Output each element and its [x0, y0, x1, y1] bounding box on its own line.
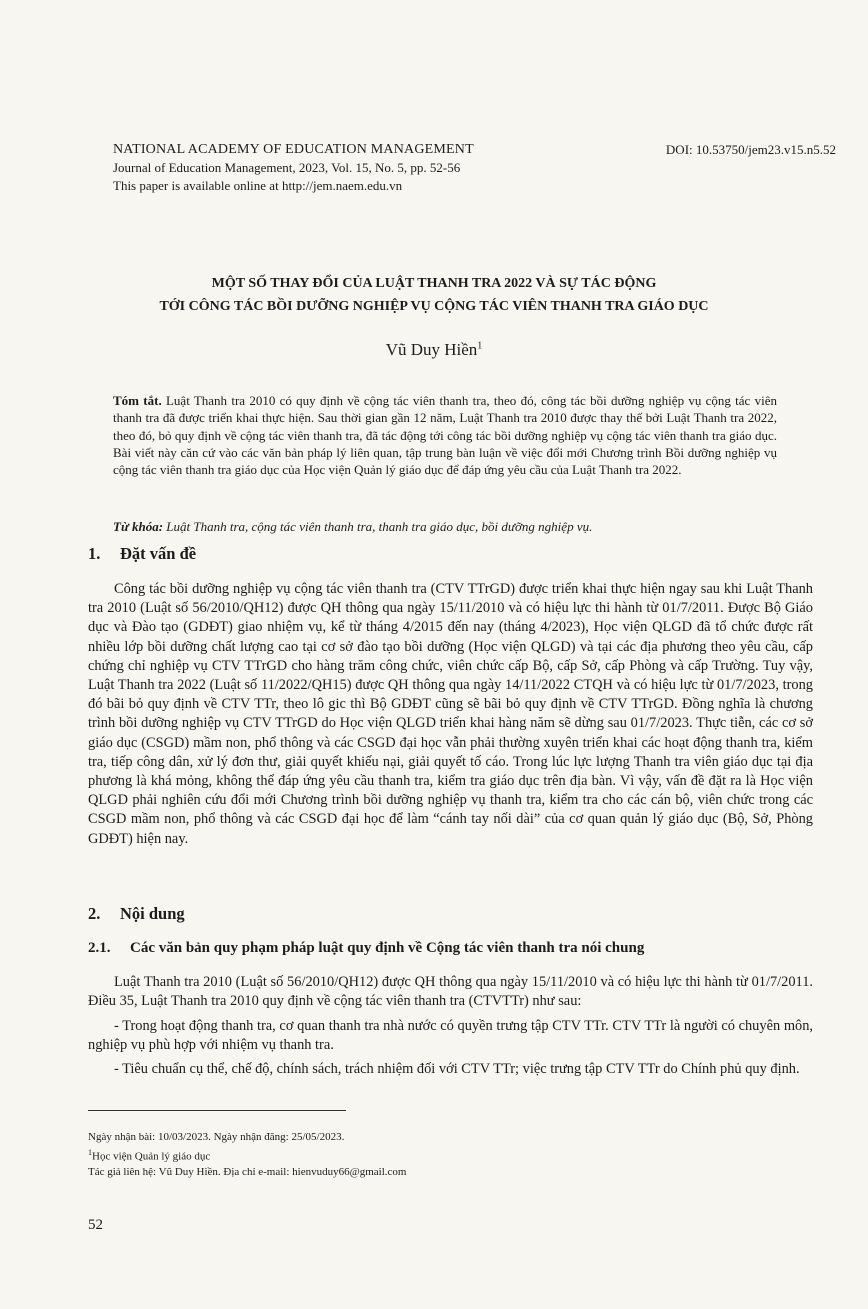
- section-heading-2: [88, 904, 185, 924]
- page-number: 52: [88, 1217, 103, 1233]
- footnote-divider: [88, 1110, 346, 1111]
- paper-title: [90, 272, 778, 318]
- affiliation-text: Học viện Quản lý giáo dục: [92, 1150, 211, 1163]
- author-affiliation-mark: 1: [477, 340, 483, 352]
- footnote-contact: Tác giả liên hệ: Vũ Duy Hiền. Địa chỉ e-mail: hienvuduy66@gmail.com: [88, 1165, 407, 1178]
- footnote-mark: 1: [88, 1148, 92, 1157]
- publisher-name: NATIONAL ACADEMY OF EDUCATION MANAGEMENT: [113, 142, 474, 157]
- journal-citation: Journal of Education Management, 2023, Vol. 15, No. 5, pp. 52-56: [113, 160, 461, 175]
- author: [0, 340, 868, 360]
- subsection-title: Các văn bản quy phạm pháp luật quy định về Cộng tác viên thanh tra nói chung: [130, 940, 645, 956]
- section-number: 2.: [88, 904, 101, 923]
- author-name: Vũ Duy Hiền: [385, 340, 478, 359]
- list-item: - Trong hoạt động thanh tra, cơ quan thanh tra nhà nước có quyền trưng tập CTV TTr. CTV TTr là người có chuyên môn, nghiệp vụ phù hợp với nhiệm vụ thanh tra.: [88, 1018, 813, 1054]
- footnotes: [88, 1130, 688, 1180]
- list-item: - Tiêu chuẩn cụ thể, chế độ, chính sách, trách nhiệm đối với CTV TTr; việc trưng tập CTV TTr do Chính phủ quy định.: [114, 1061, 800, 1077]
- footnote-dates: Ngày nhận bài: 10/03/2023. Ngày nhận đăng: 25/05/2023.: [88, 1131, 345, 1143]
- paragraph: Luật Thanh tra 2010 (Luật số 56/2010/QH12) được QH thông qua ngày 15/11/2010 và có hiệu lực thi hành từ 01/7/2011. Điều 35, Luật Thanh tra 2010 quy định về cộng tác viên thanh tra (CTVTTr) như sau:: [88, 974, 813, 1010]
- section-heading-1: [88, 544, 196, 564]
- keywords: [113, 518, 777, 535]
- subsection-number: 2.1.: [88, 940, 111, 956]
- title-line-2: TỚI CÔNG TÁC BỒI DƯỠNG NGHIỆP VỤ CỘNG TÁC VIÊN THANH TRA GIÁO DỤC: [159, 299, 709, 314]
- footnote-affiliation: [88, 1145, 688, 1165]
- section-number: 1.: [88, 544, 101, 563]
- keywords-text: Luật Thanh tra, cộng tác viên thanh tra, thanh tra giáo dục, bồi dưỡng nghiệp vụ.: [163, 519, 593, 534]
- abstract-text: Luật Thanh tra 2010 có quy định về cộng tác viên thanh tra, theo đó, công tác bồi dưỡng nghiệp vụ cộng tác viên thanh tra đã được triển khai thực hiện. Sau thời gian gần 12 năm, Luật Thanh tra 2010 được thay thế bởi Luật Thanh tra 2022, theo đó, bỏ quy định về cộng tác viên thanh tra, đã tác động tới công tác bồi dưỡng nghiệp vụ cộng tác viên thanh tra giáo dục. Bài viết này căn cứ vào các văn bản pháp lý liên quan, tập trung bàn luận về việc đổi mới Chương trình Bồi dưỡng nghiệp vụ cộng tác viên thanh tra giáo dục của Học viện Quản lý giáo dục để đáp ứng yêu cầu của Luật Thanh tra 2022.: [113, 393, 777, 478]
- section-title: Đặt vấn đề: [120, 544, 197, 563]
- doi: DOI: 10.53750/jem23.v15.n5.52: [665, 142, 836, 157]
- journal-header: [113, 140, 633, 195]
- section-title: Nội dung: [120, 904, 185, 923]
- subsection-heading-2-1: [88, 940, 644, 957]
- keywords-label: Từ khóa:: [113, 519, 164, 534]
- abstract-label: Tóm tắt.: [113, 393, 162, 408]
- online-availability: This paper is available online at http://jem.naem.edu.vn: [113, 178, 403, 193]
- title-line-1: MỘT SỐ THAY ĐỔI CỦA LUẬT THANH TRA 2022 VÀ SỰ TÁC ĐỘNG: [211, 276, 657, 291]
- abstract: [113, 392, 777, 478]
- section-1-paragraph: Công tác bồi dưỡng nghiệp vụ cộng tác viên thanh tra (CTV TTrGD) được triển khai thực hiện ngay sau khi Luật Thanh tra 2010 (Luật số 56/2010/QH12) được QH thông qua ngày 15/11/2010 và có hiệu lực thi hành từ 01/7/2011. Được Bộ Giáo dục và Đào tạo (GDĐT) giao nhiệm vụ, kể từ tháng 4/2015 đến nay (tháng 4/2023), Học viện QLGD đã tổ chức được rất nhiều lớp bồi dưỡng chất lượng cao tại cơ sở đào tạo bồi dưỡng (Học viện QLGD) và tại các địa phương theo yêu cầu, cấp chứng chỉ nghiệp vụ CTV TTrGD cho hàng trăm công chức, viên chức cấp Bộ, cấp Sở, cấp Phòng và cấp Trường. Tuy vậy, Luật Thanh tra 2022 (Luật số 11/2022/QH15) được QH thông qua ngày 14/11/2022 CTQH và có hiệu lực từ 01/7/2023, trong đó bãi bỏ quy định về CTV TTr, theo lô gic thì Bộ GDĐT cũng sẽ bãi bỏ quy định về CTV TTrGD. Đồng nghĩa là chương trình bồi dưỡng nghiệp vụ CTV TTrGD do Học viện QLGD triển khai hàng năm sẽ dừng sau 01/7/2023. Thực tiễn, các cơ sở giáo dục (CSGD) mầm non, phổ thông và các CSGD đại học vẫn phải thường xuyên triển khai các hoạt động thanh tra, kiểm tra, tiếp công dân, xử lý đơn thư, giải quyết khiếu nại, giải quyết tố cáo. Trong lúc lực lượng Thanh tra viên giáo dục tại địa phương là khá mỏng, không thể đáp ứng yêu cầu thanh tra, kiểm tra giáo dục trên địa bàn. Vì vậy, vấn đề đặt ra là Học viện QLGD phải nghiên cứu đổi mới Chương trình bồi dưỡng nghiệp vụ thanh tra, kiểm tra cho các cán bộ, viên chức trong các CSGD mầm non, phổ thông và các CSGD đại học để làm “cánh tay nối dài” của cơ quan quản lý giáo dục (Bộ, Sở, Phòng GDĐT) hiện nay.: [88, 581, 813, 847]
